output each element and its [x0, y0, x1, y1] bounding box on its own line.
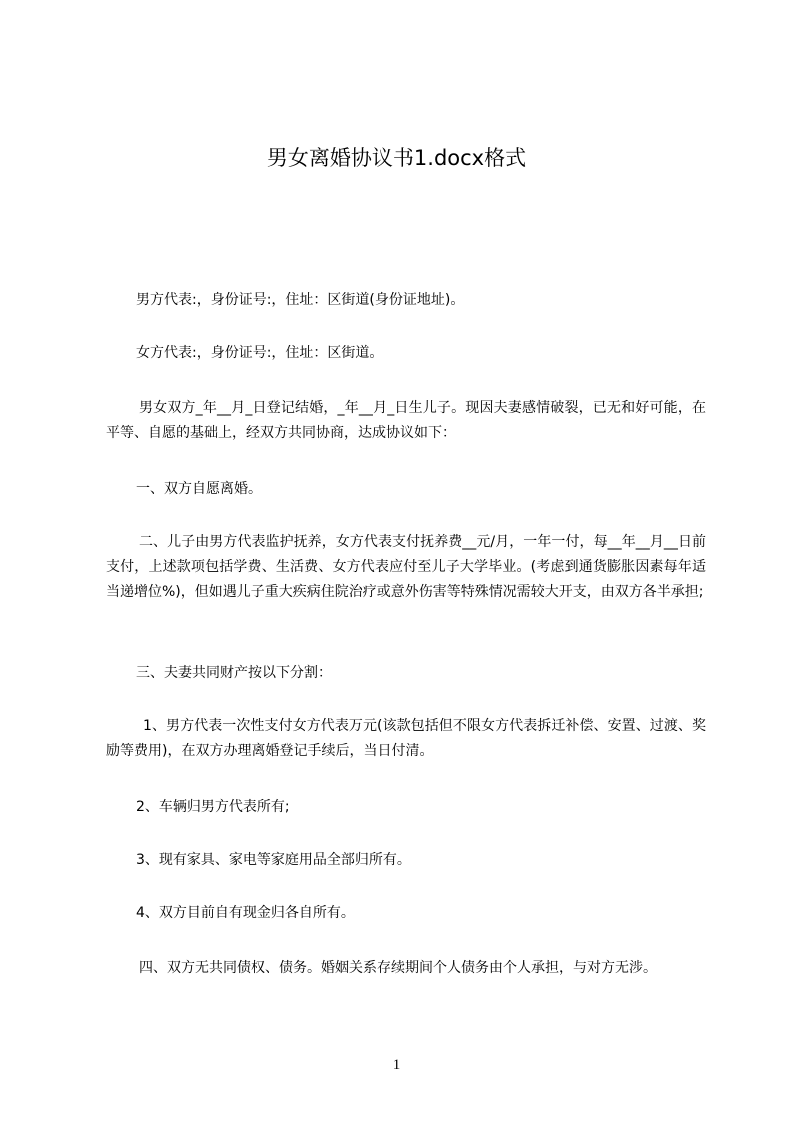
paragraph-clause-1: 一、双方自愿离婚。	[136, 481, 262, 497]
paragraph-male-party: 男方代表:，身份证号:，住址：区街道(身份证地址)。	[136, 292, 465, 308]
paragraph-clause-4: 四、双方无共同债权、债务。婚姻关系存续期间个人债务由个人承担，与对方无涉。	[139, 960, 657, 976]
paragraph-property-item-3: 3、现有家具、家电等家庭用品全部归所有。	[136, 852, 411, 868]
paragraph-marriage-statement: 男女双方_年__月_日登记结婚，_年__月_日生儿子。现因夫妻感情破裂，已无和好可能，在平等、自愿的基础上，经双方共同协商，达成协议如下：	[106, 400, 706, 441]
page-number: 1	[392, 1057, 401, 1073]
paragraph-clause-3: 三、夫妻共同财产按以下分割：	[136, 665, 332, 681]
paragraph-female-party: 女方代表:，身份证号:，住址：区街道。	[136, 345, 384, 361]
paragraph-property-item-1: 1、男方代表一次性支付女方代表万元(该款包括但不限女方代表拆迁补偿、安置、过渡、奖励等费用)，在双方办理离婚登记手续后，当日付清。	[106, 718, 706, 759]
paragraph-clause-2: 二、儿子由男方代表监护抚养，女方代表支付抚养费__元/月，一年一付，每__年__月__日前支付，上述款项包括学费、生活费、女方代表应付至儿子大学毕业。(考虑到通货膨胀因素每年适当递增位%)，但如遇儿子重大疾病住院治疗或意外伤害等特殊情况需较大开支，由双方各半承担;	[106, 534, 706, 600]
paragraph-property-item-4: 4、双方目前自有现金归各自所有。	[136, 905, 355, 921]
document-title: 男女离婚协议书1.docx格式	[266, 146, 527, 170]
paragraph-property-item-2: 2、车辆归男方代表所有;	[136, 799, 290, 815]
